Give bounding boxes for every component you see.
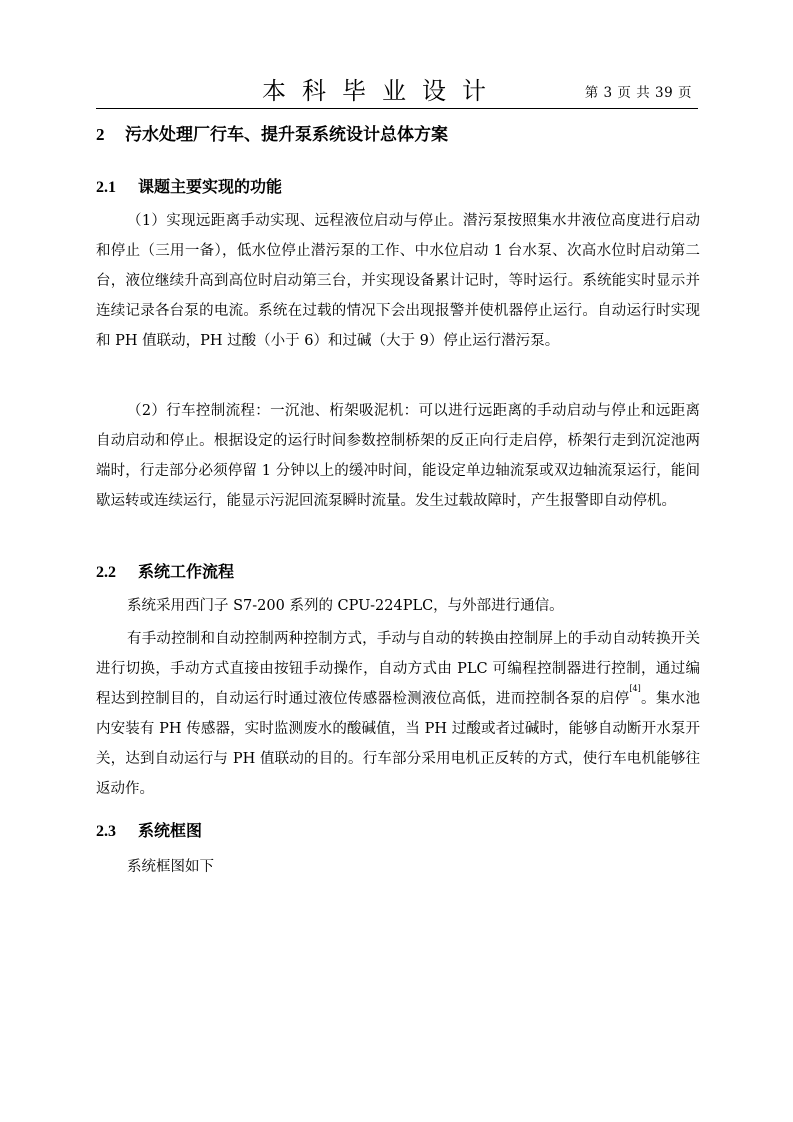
section-heading bbox=[96, 819, 202, 844]
section-title: 系统工作流程 bbox=[138, 562, 235, 581]
chapter-number: 2 bbox=[96, 125, 105, 144]
chapter-title: 污水处理厂行车、提升泵系统设计总体方案 bbox=[125, 125, 448, 145]
paragraph: 系统采用西门子 S7-200 系列的 CPU-224PLC，与外部进行通信。 bbox=[127, 598, 564, 614]
page-header bbox=[96, 76, 698, 109]
paragraph bbox=[96, 624, 700, 804]
section-title: 课题主要实现的功能 bbox=[138, 177, 283, 196]
paragraph: （2）行车控制流程：一沉池、桁架吸泥机：可以进行远距离的手动启动与停止和远距离自动启动和停止。根据设定的运行时间参数控制桥架的反正向行走启停，桥架行走到沉淀池两端时，行走部分必须停留 1 分钟以上的缓冲时间，能设定单边轴流泵或双边轴流泵运行，能间歇运转或连续运行，能显示污泥回流泵瞬时流量。发生过载故障时，产生报警即自动停机。 bbox=[96, 403, 700, 509]
section-number: 2.1 bbox=[96, 179, 116, 196]
section-title: 系统框图 bbox=[138, 821, 203, 840]
section-heading bbox=[96, 175, 282, 200]
page-number: 第 3 页 共 39 页 bbox=[584, 85, 692, 101]
paragraph-text: 有手动控制和自动控制两种控制方式，手动与自动的转换由控制屏上的手动自动转换开关进行切换，手动方式直接由按钮手动操作，自动方式由 PLC 可编程控制器进行控制，通过编程达到控制目的，自动运行时通过液位传感器检测液位高低，进而控制各泵的启停 bbox=[96, 631, 700, 707]
section-number: 2.3 bbox=[96, 823, 116, 840]
citation: [4] bbox=[629, 684, 641, 693]
paragraph: （1）实现远距离手动实现、远程液位启动与停止。潜污泵按照集水井液位高度进行启动和停止（三用一备），低水位停止潜污泵的工作、中水位启动 1 台水泵、次高水位时启动第二台，液位继续升高到高位时启动第三台，并实现设备累计记时，等时运行。系统能实时显示并连续记录各台泵的电流。系统在过载的情况下会出现报警并使机器停止运行。自动运行时实现和 PH 值联动，PH 过酸（小于 6）和过碱（大于 9）停止运行潜污泵。 bbox=[96, 213, 700, 349]
chapter-heading bbox=[96, 123, 448, 147]
paragraph-text: 。集水池内安装有 PH 传感器，实时监测废水的酸碱值，当 PH 过酸或者过碱时，能够自动断开水泵开关，达到自动运行与 PH 值联动的目的。行车部分采用电机正反转的方式，使行车电机能够往返动作。 bbox=[96, 691, 700, 797]
section-heading bbox=[96, 560, 234, 585]
section-number: 2.2 bbox=[96, 564, 116, 581]
header-title: 本科毕业设计 bbox=[262, 77, 502, 105]
paragraph: 系统框图如下 bbox=[127, 859, 214, 875]
